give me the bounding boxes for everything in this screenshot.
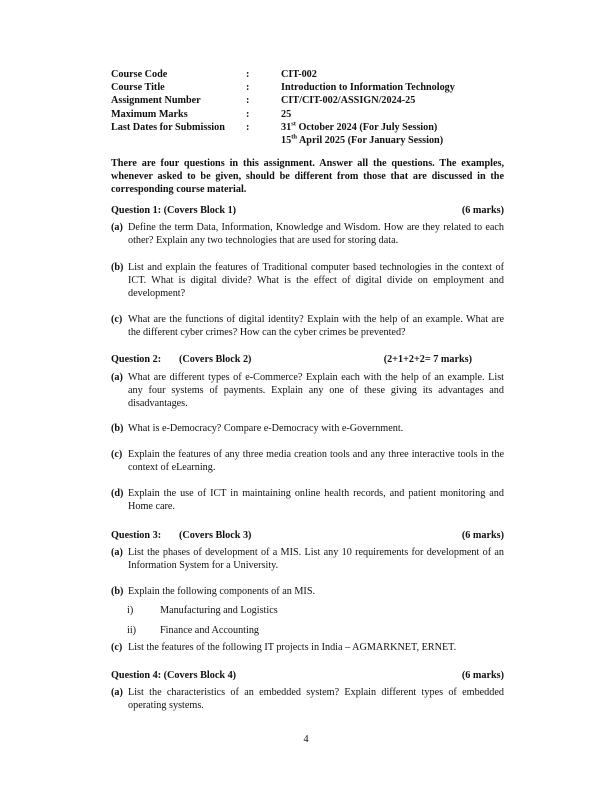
- subitem-number: ii): [127, 625, 137, 636]
- course-code-label: Course Code: [111, 69, 168, 80]
- question-marks: (6 marks): [461, 670, 504, 681]
- item-label: (b): [111, 586, 124, 597]
- item-text: What are different types of e-Commerce? Explain each with the help of an example. List any four systems of payments. Explain any one of these giving its advantages and disadvantages.: [128, 372, 504, 409]
- question-3a: [111, 547, 504, 573]
- date-day: 31: [281, 121, 292, 133]
- subitem-text: Manufacturing and Logistics: [160, 605, 278, 616]
- item-text: What is e-Democracy? Compare e-Democracy with e-Government.: [128, 423, 404, 434]
- item-text: List the phases of development of a MIS. List any 10 requirements for development of an Information System for a University.: [128, 547, 504, 571]
- maximum-marks-value: 25: [281, 108, 292, 120]
- maximum-marks-label: Maximum Marks: [111, 108, 188, 120]
- item-label: (c): [111, 314, 123, 325]
- date-ordinal-suffix: st: [291, 120, 296, 128]
- separator-colon: :: [246, 121, 250, 133]
- january-session-date: [281, 134, 443, 147]
- question-marks: (2+1+2+2= 7 marks): [383, 354, 472, 365]
- assignment-number-row: [111, 94, 511, 107]
- question-title: Question 1: (Covers Block 1): [111, 205, 237, 216]
- item-text: Define the term Data, Information, Knowledge and Wisdom. How are they related to each other? Explain any two technologies that are used for storing data.: [128, 222, 504, 246]
- question-3-heading: [111, 529, 504, 542]
- separator-colon: :: [246, 69, 250, 80]
- submission-dates-label: Last Dates for Submission: [111, 121, 225, 133]
- course-title-value: Introduction to Information Technology: [281, 82, 455, 94]
- assignment-number-label: Assignment Number: [111, 95, 201, 107]
- question-2-heading: [111, 353, 504, 366]
- question-title: Question 4: (Covers Block 4): [111, 670, 237, 681]
- item-text: Explain the following components of an MIS.: [128, 586, 316, 597]
- question-block: (Covers Block 2): [179, 354, 252, 365]
- course-code-row: [111, 68, 511, 81]
- page-number: 4: [303, 734, 309, 745]
- question-marks: (6 marks): [461, 205, 504, 216]
- july-session-date: [281, 121, 437, 134]
- question-1c: [111, 314, 504, 340]
- subitem-text: Finance and Accounting: [160, 625, 260, 636]
- item-text: What are the functions of digital identity? Explain with the help of an example. What are the different cyber crimes? How can the cyber crimes be prevented?: [128, 314, 504, 338]
- item-label: (a): [111, 372, 123, 383]
- question-2d: [111, 488, 504, 514]
- item-label: (d): [111, 488, 124, 499]
- submission-dates-row: [111, 121, 511, 134]
- item-label: (b): [111, 262, 124, 273]
- item-label: (a): [111, 687, 123, 698]
- item-label: (c): [111, 449, 123, 460]
- question-2b: [111, 423, 504, 436]
- separator-colon: :: [246, 95, 250, 107]
- subitem-number: i): [127, 605, 134, 616]
- date-ordinal-suffix: th: [291, 133, 297, 141]
- question-1a: [111, 222, 504, 248]
- question-2a: [111, 372, 504, 410]
- item-label: (b): [111, 423, 124, 434]
- question-title: Question 3:: [111, 530, 162, 541]
- question-marks: (6 marks): [461, 530, 504, 541]
- course-title-label: Course Title: [111, 82, 165, 94]
- item-text: Explain the use of ICT in maintaining online health records, and patient monitoring and Home care.: [128, 488, 504, 512]
- maximum-marks-row: [111, 108, 511, 121]
- item-text: Explain the features of any three media creation tools and any three interactive tools in the context of eLearning.: [128, 449, 504, 473]
- question-title: Question 2:: [111, 354, 162, 365]
- instructions-paragraph: There are four questions in this assignment. Answer all the questions. The examples, whenever asked to be given, should be different from those that are discussed in the corresponding course material.: [111, 158, 504, 196]
- second-date-row: [111, 134, 511, 147]
- question-4a: [111, 687, 504, 713]
- course-title-row: [111, 81, 511, 94]
- item-text: List and explain the features of Traditional computer based technologies in the context of ICT. What is digital divide? What is the effect of digital divide on employment and development?: [128, 262, 504, 299]
- question-2c: [111, 449, 504, 475]
- item-label: (a): [111, 222, 123, 233]
- date-rest: April 2025 (For January Session): [296, 134, 444, 146]
- course-code-value: CIT-002: [281, 69, 317, 80]
- question-4-heading: [111, 669, 504, 682]
- item-text: List the features of the following IT projects in India – AGMARKNET, ERNET.: [128, 642, 457, 653]
- item-text: List the characteristics of an embedded system? Explain different types of embedded operating systems.: [128, 687, 504, 711]
- assignment-number-value: CIT/CIT-002/ASSIGN/2024-25: [281, 95, 416, 107]
- question-3b: [111, 586, 504, 599]
- item-label: (a): [111, 547, 123, 558]
- question-1b: [111, 262, 504, 300]
- date-rest: October 2024 (For July Session): [295, 121, 438, 133]
- question-3c: [111, 642, 504, 655]
- question-block: (Covers Block 3): [179, 530, 252, 541]
- item-label: (c): [111, 642, 123, 653]
- question-1-heading: [111, 204, 504, 217]
- separator-colon: :: [246, 108, 250, 120]
- date-day: 15: [281, 134, 292, 146]
- course-details: [111, 68, 511, 147]
- separator-colon: :: [246, 82, 250, 94]
